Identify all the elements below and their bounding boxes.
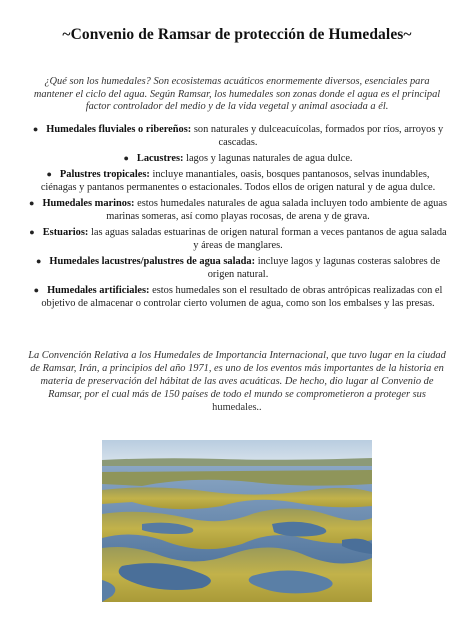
list-item-term: Humedales lacustres/palustres de agua salada: — [49, 256, 256, 267]
paragraph-ending: .. — [256, 402, 262, 413]
list-item — [28, 197, 448, 223]
list-item-term: Humedales fluviales o ribereños: — [46, 124, 192, 135]
bullet-icon: ● — [46, 169, 52, 179]
list-item — [28, 255, 448, 281]
list-item-desc: incluye lagos y lagunas costeras salobres de origen natural. — [207, 256, 441, 280]
list-item-desc: incluye manantiales, oasis, bosques pantanosos, selvas inundables, ciénagas y pantanos permanentes o estacionales. Todos ellos de origen natural y de agua dulce. — [40, 169, 436, 193]
wetland-types-list — [28, 123, 448, 313]
bullet-icon: ● — [35, 256, 42, 266]
intro-paragraph: ¿Qué son los humedales? Son ecosistemas acuáticos enormemente diversos, esenciales para mantener el ciclo del agua. Según Ramsar, los humedales son zonas donde el agua es el principal factor controlador del medio y de la vida vegetal y animal asociada a él. — [33, 76, 441, 113]
list-item — [28, 168, 448, 194]
bullet-icon: ● — [123, 153, 129, 163]
list-item-term: Humedales artificiales: — [47, 285, 150, 296]
paragraph-plain-word: humedales — [212, 402, 257, 413]
bullet-icon: ● — [32, 124, 39, 134]
list-item-desc: las aguas saladas estuarinas de origen natural forman a veces pantanos de agua salada y áreas de manglares. — [88, 227, 447, 251]
list-item-desc: son naturales y dulceacuícolas, formados por ríos, arroyos y cascadas. — [191, 124, 444, 148]
list-item-desc: estos humedales naturales de agua salada incluyen todo ambiente de aguas marinas someras, así como playas rocosas, de arena y de grava. — [106, 198, 447, 222]
list-item — [28, 123, 448, 149]
bullet-icon: ● — [29, 227, 35, 237]
list-item-desc: lagos y lagunas naturales de agua dulce. — [183, 153, 353, 164]
wetland-photo — [102, 440, 372, 602]
list-item-term: Humedales marinos: — [42, 198, 135, 209]
list-item-term: Estuarios: — [42, 227, 89, 238]
list-item-term: Lacustres: — [136, 153, 184, 164]
list-item — [28, 226, 448, 252]
list-item — [28, 284, 448, 310]
paragraph-italic-text: La Convención Relativa a los Humedales de Importancia Internacional, que tuvo lugar en la ciudad de Ramsar, Irán, a principios del año 1971, es uno de los eventos más importantes de la historia en materia de preservación del hábitat de las aves acuáticas. De hecho, dio lugar al Convenio de Ramsar, por el cual más de 150 países de todo el mundo se comprometieron a proteger sus — [28, 350, 446, 400]
page-title: ~Convenio de Ramsar de protección de Humedales~ — [62, 26, 412, 43]
ramsar-convention-paragraph — [26, 349, 448, 414]
bullet-icon: ● — [29, 198, 35, 208]
list-item-desc: estos humedales son el resultado de obras antrópicas realizadas con el objetivo de almacenar o controlar cierto volumen de agua, como son los embalses y las presas. — [41, 285, 443, 309]
bullet-icon: ● — [33, 285, 40, 295]
list-item-term: Palustres tropicales: — [59, 169, 150, 180]
list-item — [28, 152, 448, 165]
